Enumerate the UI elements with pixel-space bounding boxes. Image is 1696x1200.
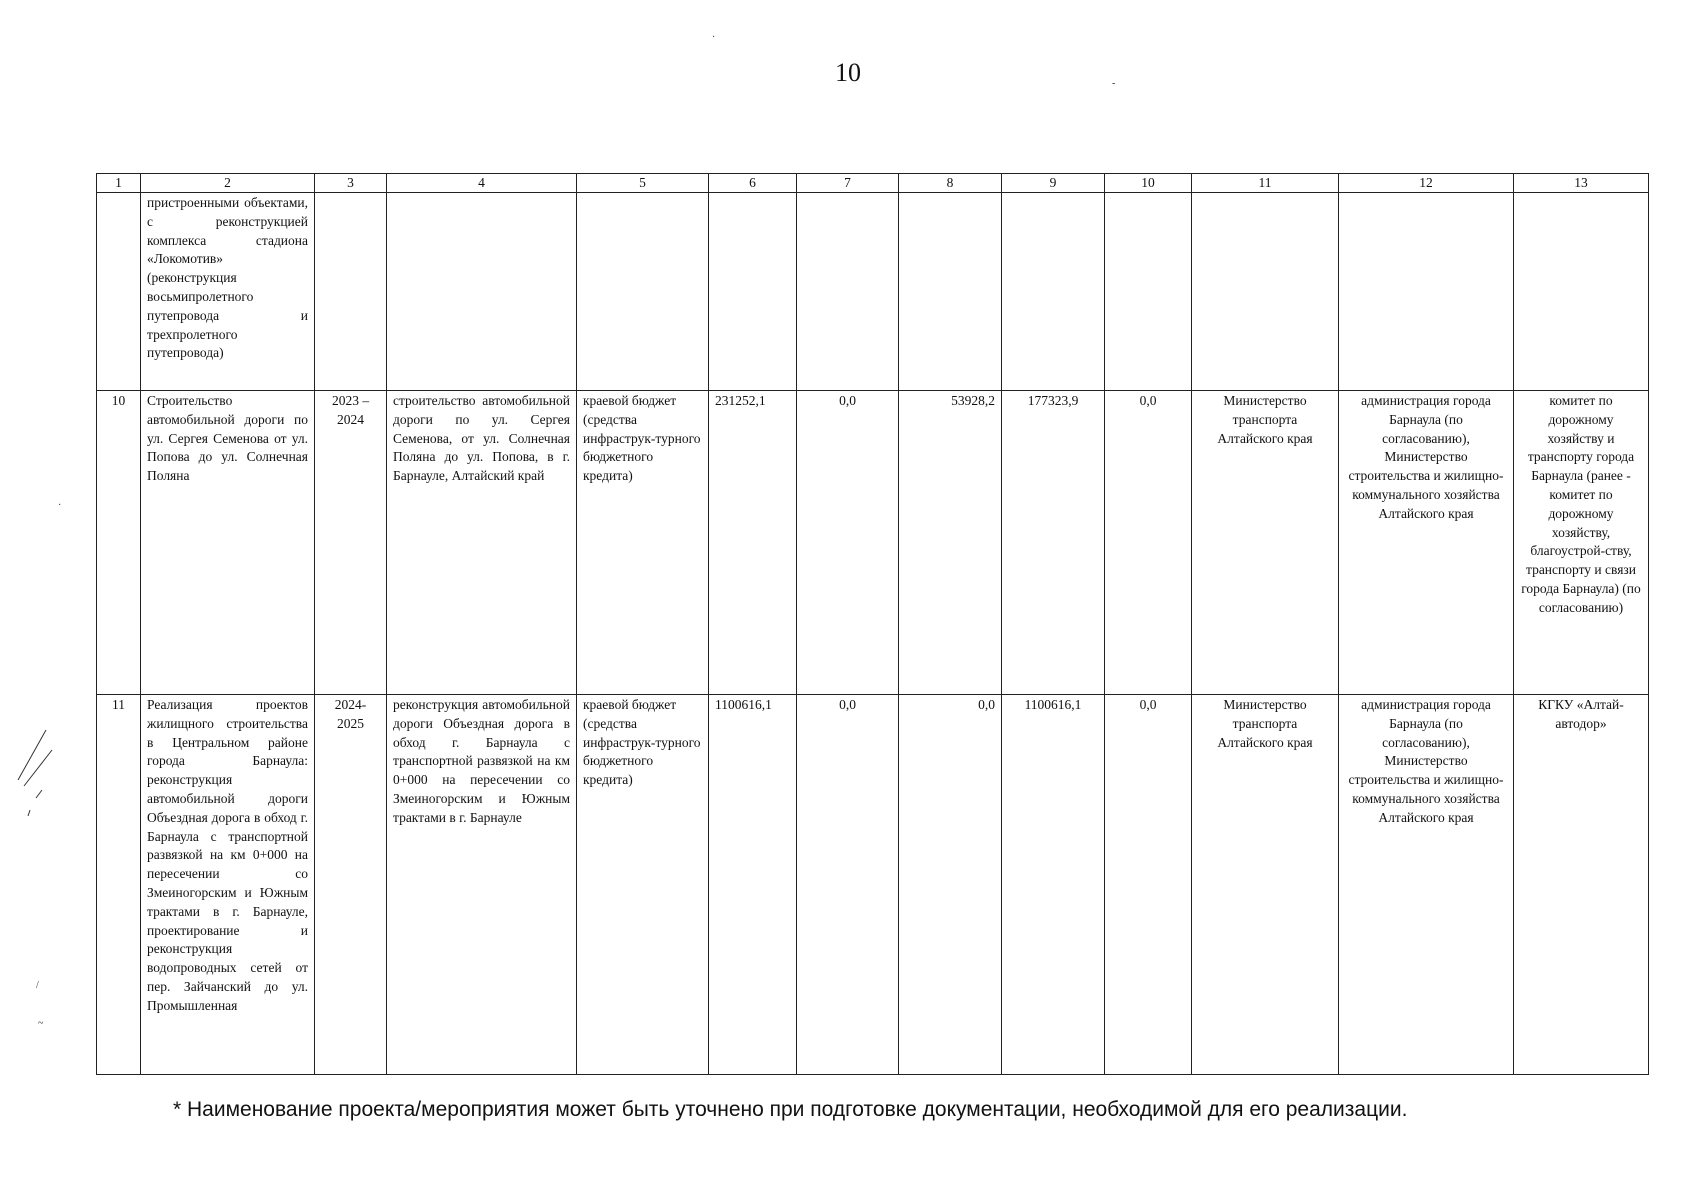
scan-speck: - [1112,78,1116,89]
column-number: 4 [387,174,577,193]
project-years: 2024- 2025 [315,695,387,1075]
column-number: 2 [141,174,315,193]
amount-col9: 1100616,1 [1002,695,1105,1075]
amount-total: 1100616,1 [709,695,797,1075]
scan-speck: ~ [38,1018,44,1029]
amount-col10: 0,0 [1105,695,1192,1075]
amount-col8: 53928,2 [899,391,1002,695]
project-description: строительство автомобильной дороги по ул. Сергея Семенова, от ул. Солнечная Поляна до ул. Попова, в г. Барнауле, Алтайский край [387,391,577,695]
project-name: Строительство автомобильной дороги по ул. Сергея Семенова от ул. Попова до ул. Солнечная Поляна [141,391,315,695]
funding-source: краевой бюджет (средства инфраструк-турного бюджетного кредита) [577,695,709,1075]
column-number: 7 [797,174,899,193]
amount-col9: 177323,9 [1002,391,1105,695]
amount-col7: 0,0 [797,391,899,695]
column-number: 6 [709,174,797,193]
participants: КГКУ «Алтай-автодор» [1514,695,1649,1075]
page-number: 10 [835,58,861,87]
project-name: Реализация проектов жилищного строительства в Центральном районе города Барнаула: реконструкция автомобильной дороги Объездная дорога в обход г. Барнаула с транспортной развязкой на км 0+000 на пересечении со Змеиногорским и Южным трактами в г. Барнауле, проектирование и реконструкция водопроводных сетей от пер. Зайчанский до ул. Промышленная [141,695,315,1075]
project-years: 2023 – 2024 [315,391,387,695]
scan-speck: / [36,980,39,991]
table-row [97,695,1649,1075]
amount-total: 231252,1 [709,391,797,695]
column-number: 11 [1192,174,1339,193]
responsible-executor: Министерство транспорта Алтайского края [1192,391,1339,695]
row-number: 11 [97,695,141,1075]
column-number: 3 [315,174,387,193]
amount-col10: 0,0 [1105,391,1192,695]
header-row [97,174,1649,193]
column-number: 5 [577,174,709,193]
footnote: * Наименование проекта/мероприятия может быть уточнено при подготовке документации, необходимой для его реализации. [173,1098,1408,1121]
column-number: 12 [1339,174,1514,193]
project-description: реконструкция автомобильной дороги Объездная дорога в обход г. Барнаула с транспортной развязкой на км 0+000 на пересечении со Змеиногорским и Южным трактами в г. Барнауле [387,695,577,1075]
project-name-continuation: пристроенными объектами, с реконструкцией комплекса стадиона «Локомотив» (реконструкция восьмипролетного путепровода и трехпролетного путепровода) [141,193,315,391]
scan-artifact-icon [8,720,58,820]
participants: комитет по дорожному хозяйству и транспорту города Барнаула (ранее - комитет по дорожному хозяйству, благоустрой-ству, транспорту и связи города Барнаула) (по согласованию) [1514,391,1649,695]
amount-col7: 0,0 [797,695,899,1075]
continuation-row [97,193,1649,391]
amount-col8: 0,0 [899,695,1002,1075]
scan-speck: · [58,500,62,511]
column-number: 9 [1002,174,1105,193]
funding-source: краевой бюджет (средства инфраструк-турного бюджетного кредита) [577,391,709,695]
scan-speck: · [712,32,716,43]
table-row [97,391,1649,695]
column-number: 8 [899,174,1002,193]
column-number: 1 [97,174,141,193]
co-executors: администрация города Барнаула (по согласованию), Министерство строительства и жилищно-коммунального хозяйства Алтайского края [1339,695,1514,1075]
row-number: 10 [97,391,141,695]
column-number: 13 [1514,174,1649,193]
co-executors: администрация города Барнаула (по согласованию), Министерство строительства и жилищно-коммунального хозяйства Алтайского края [1339,391,1514,695]
column-number: 10 [1105,174,1192,193]
responsible-executor: Министерство транспорта Алтайского края [1192,695,1339,1075]
projects-table [96,173,1649,1075]
